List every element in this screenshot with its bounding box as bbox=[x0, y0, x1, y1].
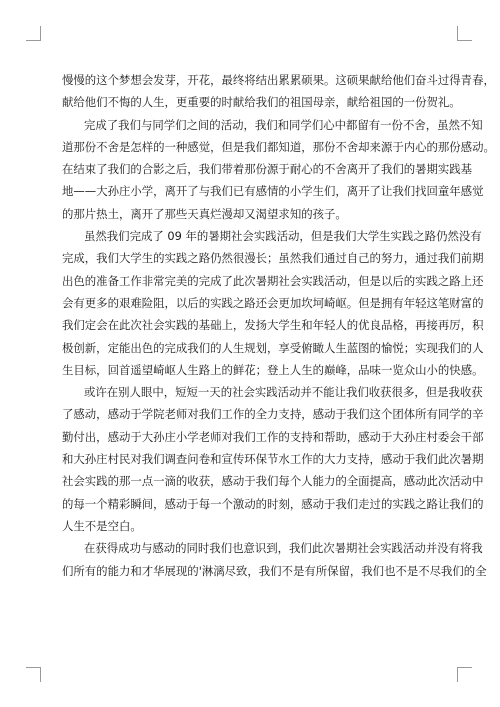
text-line: 完成了我们与同学们之间的活动，我们和同学们心中都留有一份不舍，虽然不知 bbox=[84, 117, 483, 132]
text-line: 在结束了我们的合影之后，我们带着那份源于耐心的不舍离开了我们的暑期实践基 bbox=[62, 162, 473, 177]
bottom-right-margin-mark bbox=[457, 667, 472, 682]
text-line: 道那份不舍是怎样的一种感觉，但是我们都知道，那份不舍却来源于内心的那份感动。 bbox=[62, 139, 495, 154]
text-line: 人生不是空白。 bbox=[62, 518, 142, 533]
text-line: 在获得成功与感动的同时我们也意识到，我们此次暑期社会实践活动并没有将我 bbox=[84, 541, 483, 556]
text-line: 虽然我们完成了 09 年的暑期社会实践活动，但是我们大学生实践之路仍然没有 bbox=[84, 229, 482, 244]
text-line: 慢慢的这个梦想会发芽，开花，最终将结出累累硕果。这硕果献给他们奋斗过得青春， bbox=[62, 73, 495, 87]
text-line: 的每一个精彩瞬间，感动于每一个激动的时刻，感动于我们走过的实践之路让我们的 bbox=[62, 496, 484, 511]
text-line: 勤付出，感动于大孙庄小学老师对我们工作的支持和帮助，感动于大孙庄村委会干部 bbox=[62, 429, 484, 444]
top-left-margin-mark bbox=[26, 26, 41, 41]
document-body bbox=[62, 69, 495, 582]
text-line: 献给他们不悔的人生，更重要的时献给我们的祖国母亲，献给祖国的一份贺礼。 bbox=[62, 95, 461, 110]
text-line: 或许在别人眼中，短短一天的社会实践活动并不能让我们收获很多，但是我收获 bbox=[84, 385, 483, 400]
text-line: 生目标，回首遥望崎岖人生路上的鲜花；登上人生的巅峰，品味一览众山小的快感。 bbox=[62, 362, 484, 377]
text-line: 的那片热土，离开了那些天真烂漫却又渴望求知的孩子。 bbox=[62, 206, 347, 221]
bottom-left-margin-mark bbox=[26, 667, 41, 682]
text-line: 社会实践的那一点一滴的收获，感动于我们每个人能力的全面提高，感动此次活动中 bbox=[62, 474, 484, 489]
text-line: 我们定会在此次社会实践的基础上，发扬大学生和年轻人的优良品格，再接再厉，积 bbox=[62, 318, 484, 333]
text-line: 们所有的能力和才华展现的'淋漓尽致，我们不是有所保留，我们也不是不尽我们的全 bbox=[62, 563, 487, 578]
text-line: 地——大孙庄小学，离开了与我们已有感情的小学生们，离开了让我们找回童年感觉 bbox=[62, 184, 484, 199]
text-line: 出色的准备工作非常完美的完成了此次暑期社会实践活动，但是以后的实践之路上还 bbox=[62, 273, 484, 288]
top-right-margin-mark bbox=[457, 26, 472, 41]
text-line: 极创新，定能出色的完成我们的人生规划，享受俯瞰人生蓝图的愉悦；实现我们的人 bbox=[62, 340, 484, 355]
text-line: 完成，我们大学生的实践之路仍然很漫长；虽然我们通过自己的努力，通过我们前期 bbox=[62, 251, 484, 266]
text-line: 和大孙庄村民对我们调查问卷和宣传环保节水工作的大力支持，感动于我们此次暑期 bbox=[62, 452, 484, 467]
text-line: 了感动，感动于学院老师对我们工作的全力支持，感动于我们这个团体所有同学的辛 bbox=[62, 407, 484, 422]
text-line: 会有更多的艰难险阻，以后的实践之路还会更加坎坷崎岖。但是拥有年轻这笔财富的 bbox=[62, 295, 484, 310]
